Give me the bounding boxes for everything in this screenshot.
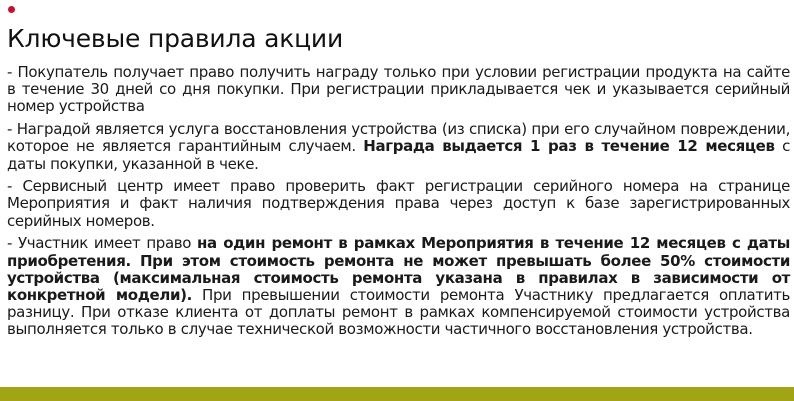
page-title: Ключевые правила акции [7,24,344,53]
rule-text: - Участник имеет право [7,234,198,253]
rule-text: При превышении стоимости ремонта Участнику предлагается оплатить разницу. При отказе клиента от доплаты ремонт в рамках компенсируемой стоимости устройства выполняется только в случае технической возможности частичного восстановления устройства. [7,285,790,339]
rule-text: - Покупатель получает право получить награду только при условии регистрации продукта на сайте в течение 30 дней со дня покупки. При регистрации прикладывается чек и указывается серийный номер устройства [7,63,790,116]
rule-text: - Сервисный центр имеет право проверить факт регистрации серийного номера на странице Мероприятия и факт наличия подтверждения права через доступ к базе зарегистрированных серийных номеров. [7,177,790,230]
rule-paragraph [7,178,790,230]
rule-text: - Наградой является услуга восстановления устройства (из списка) при его случайном повреждении, которое не является гарантийным случаем. [7,120,790,156]
rules-list [7,64,790,344]
rule-paragraph [7,64,790,116]
footer-bar [0,387,794,401]
rule-paragraph [7,121,790,173]
rule-text-bold: на один ремонт в рамках Мероприятия в течение 12 месяцев с даты приобретения. При этом стоимость ремонта не может превышать более 50% стоимости устройства (максимальная стоимость ремонта указана в правилах в зависимости от конкретной модели). [7,234,790,304]
bullet-dot [8,6,15,13]
rule-text-bold: Награда выдается 1 раз в течение 12 месяцев [363,137,775,156]
rule-paragraph [7,235,790,338]
rule-text: с даты покупки, указанной в чеке. [7,137,790,173]
